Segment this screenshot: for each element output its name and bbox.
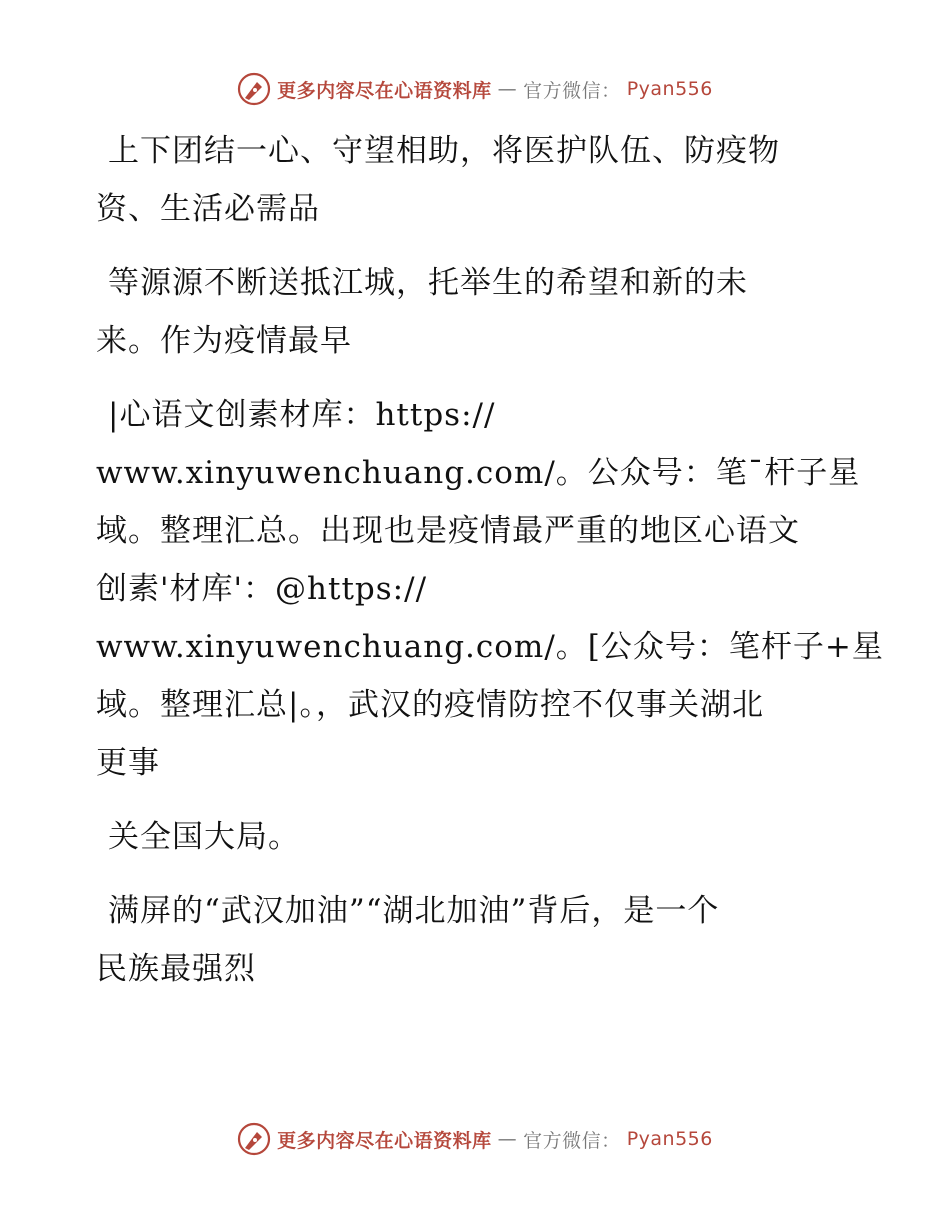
body-line: www.xinyuwenchuang.com/。[公众号：笔杆子+星 bbox=[96, 629, 884, 665]
banner-handle: Pyan556 bbox=[626, 78, 713, 100]
banner-separator: — bbox=[497, 1128, 518, 1150]
paragraph-1 bbox=[96, 122, 856, 238]
paragraph-3 bbox=[96, 386, 884, 792]
body-line: 民族最强烈 bbox=[96, 951, 256, 987]
banner-sub-text: 官方微信： bbox=[523, 1129, 621, 1152]
body-line: 更事 bbox=[96, 745, 160, 781]
banner-main-text: 更多内容尽在心语资料库 bbox=[277, 79, 492, 102]
paragraph-5 bbox=[96, 882, 856, 998]
paragraph-4 bbox=[96, 808, 856, 866]
body-line: 等源源不断送抵江城，托举生的希望和新的未 bbox=[108, 265, 748, 301]
body-line: 满屏的“武汉加油”“湖北加油”背后，是一个 bbox=[108, 893, 720, 929]
pen-nib-logo-icon bbox=[237, 1122, 271, 1156]
banner-main-text: 更多内容尽在心语资料库 bbox=[277, 1129, 492, 1152]
header-banner bbox=[0, 72, 950, 106]
pen-nib-logo-icon bbox=[237, 72, 271, 106]
body-line: 创素'材库'：@https:// bbox=[96, 571, 428, 607]
document-body bbox=[96, 122, 884, 998]
footer-banner bbox=[0, 1122, 950, 1156]
body-line: 域。整理汇总。出现也是疫情最严重的地区心语文 bbox=[96, 513, 800, 549]
body-line: www.xinyuwenchuang.com/。公众号：笔¯杆子星 bbox=[96, 455, 861, 491]
body-line: 来。作为疫情最早 bbox=[96, 323, 352, 359]
body-line: |心语文创素材库：https:// bbox=[108, 397, 496, 433]
body-line: 域。整理汇总|。，武汉的疫情防控不仅事关湖北 bbox=[96, 687, 764, 723]
banner-handle: Pyan556 bbox=[626, 1128, 713, 1150]
body-line: 关全国大局。 bbox=[108, 819, 300, 855]
paragraph-2 bbox=[96, 254, 856, 370]
body-line: 资、生活必需品 bbox=[96, 191, 320, 227]
banner-separator: — bbox=[497, 78, 518, 100]
banner-sub-text: 官方微信： bbox=[523, 79, 621, 102]
body-line: 上下团结一心、守望相助，将医护队伍、防疫物 bbox=[108, 133, 780, 169]
